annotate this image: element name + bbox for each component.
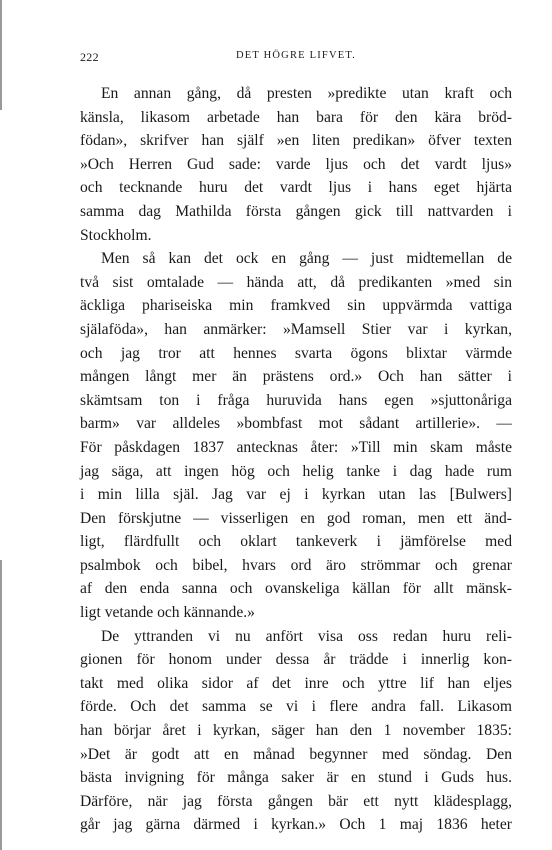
- text-line: födan», skrifver han själf »en liten predikan» öfver texten: [80, 132, 512, 150]
- text-line: och jag tror att hennes svarta ögons blixtar värmde: [80, 344, 512, 362]
- running-title: DET HÖGRE LIFVET.: [235, 50, 357, 61]
- text-line: och tecknande huru det vardt ljus i hans eget hjärta: [80, 179, 512, 197]
- text-line: En annan gång, då presten »predikte utan kraft och: [101, 85, 512, 102]
- text-line: äckliga phariseiska min framkved sin uppvärmda vattiga: [80, 297, 512, 315]
- text-line: För påskdagen 1837 antecknas åter: »Till min skam måste: [80, 438, 512, 456]
- text-line: två sist omtalade — hända att, då predikanten »med sin: [80, 273, 512, 291]
- page-edge-line: [0, 560, 2, 850]
- text-line: Stockholm.: [80, 226, 152, 244]
- running-head: [80, 50, 512, 68]
- page-edge-line: [0, 0, 2, 110]
- text-line: samma dag Mathilda första gången gick till nattvarden i: [80, 202, 512, 220]
- text-line: bästa invigning för många saker är en stund i Guds hus.: [80, 769, 512, 787]
- text-line: ligt, flärdfullt och oklart tankeverk i jämförelse med: [80, 533, 512, 551]
- text-line: skämtsam ton i fråga huruvida hans egen »sjuttonåriga: [80, 391, 512, 409]
- text-line: af den enda sanna och ovanskeliga källan för allt mänsk-: [80, 580, 512, 598]
- text-line: ligt vetande och kännande.»: [80, 604, 255, 622]
- text-line: förde. Och det samma se vi i flere andra fall. Likasom: [80, 698, 512, 716]
- text-line: gionen för honom under dessa år trädde i innerlig kon-: [80, 651, 512, 669]
- text-line: barm» var alldeles »bombfast mot sådant artillerie». —: [80, 415, 512, 433]
- text-line: psalmbok och bibel, hvars ord äro strömmar och grenar: [80, 556, 512, 574]
- text-line: takt med olika sidor af det inre och yttre lif han eljes: [80, 674, 512, 692]
- text-line: Men så kan det ock en gång — just midtemellan de: [101, 250, 512, 268]
- text-line: mången långt mer än prästens ord.» Och han sätter i: [80, 368, 512, 386]
- text-line: »Och Herren Gud sade: varde ljus och det vardt ljus»: [80, 155, 512, 173]
- text-line: själaföda», han anmärker: »Mamsell Stier var i kyrkan,: [80, 320, 512, 338]
- text-line: »Det är godt att en månad begynner med söndag. Den: [80, 745, 512, 763]
- text-line: går jag gärna därmed i kyrkan.» Och 1 maj 1836 heter: [80, 816, 512, 834]
- page-number: 222: [80, 50, 99, 64]
- text-line: han börjar året i kyrkan, säger han den 1 november 1835:: [80, 722, 512, 740]
- body-text: [80, 82, 512, 837]
- text-line: jag säga, att ingen hög och helig tanke i dag hade rum: [80, 462, 512, 480]
- text-line: Därföre, när jag första gången bär ett nytt klädesplagg,: [80, 792, 512, 810]
- text-line: känsla, likasom arbetade han bara för den kära bröd-: [80, 108, 512, 126]
- text-line: De yttranden vi nu anfört visa oss redan huru reli-: [101, 627, 512, 645]
- text-line: i min lilla själ. Jag var ej i kyrkan utan las [Bulwers]: [80, 486, 512, 504]
- text-line: Den förskjutne — visserligen en god roman, men ett änd-: [80, 509, 512, 527]
